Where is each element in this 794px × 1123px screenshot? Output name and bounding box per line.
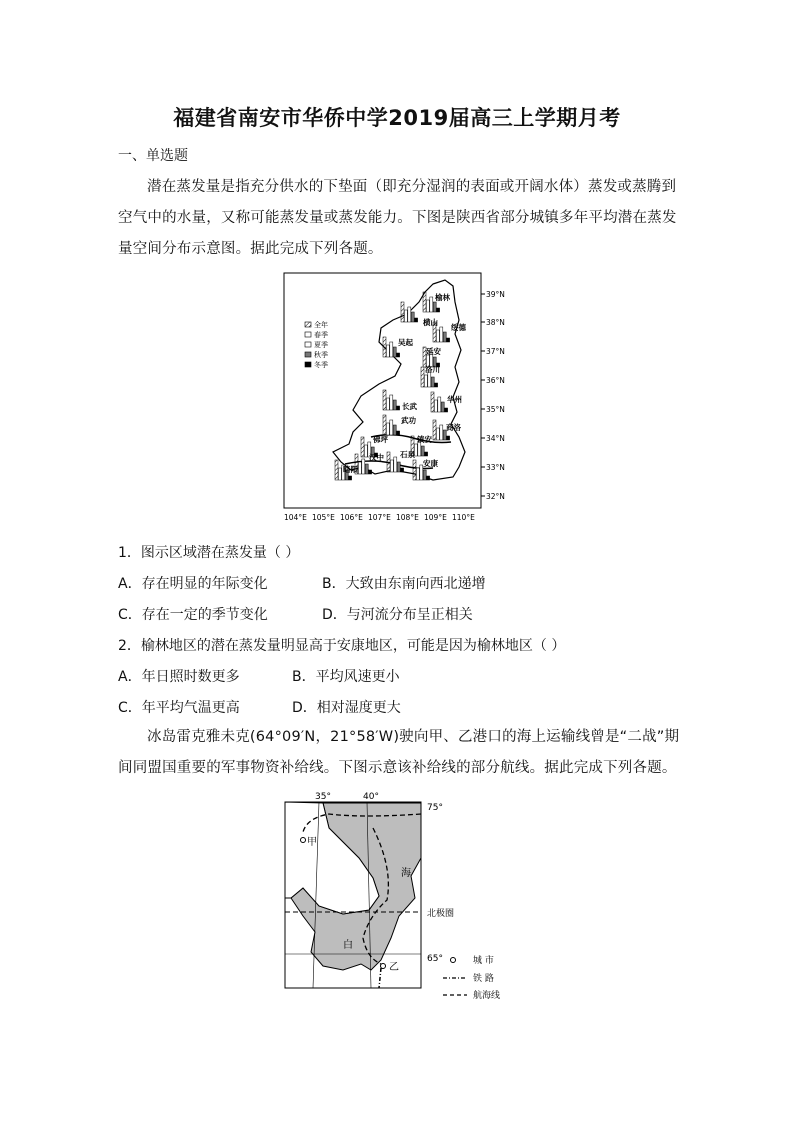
- lat-label: 39°N: [486, 290, 505, 299]
- shaanxi-evaporation-map: [283, 272, 513, 528]
- lon-label: 105°E: [312, 513, 335, 522]
- bar-mark: [421, 446, 424, 456]
- port-label: 乙: [389, 962, 399, 973]
- bar-mark: [431, 392, 434, 412]
- city-label: 横山: [423, 318, 438, 327]
- lat-label: 37°N: [486, 347, 505, 356]
- bar-mark: [430, 297, 433, 312]
- bar-mark: [390, 395, 393, 410]
- bar-mark: [447, 436, 450, 440]
- lon-label: 110°E: [452, 513, 475, 522]
- bar-mark: [423, 292, 426, 312]
- bar-mark: [440, 425, 443, 440]
- bar-mark: [413, 460, 416, 480]
- bar-mark: [383, 337, 386, 357]
- bar-mark: [390, 460, 393, 472]
- bar-mark: [438, 397, 441, 412]
- bar-mark: [437, 308, 440, 312]
- lat-label: 35°N: [486, 405, 505, 414]
- lat-label: 33°N: [486, 463, 505, 472]
- city-label: 安康: [423, 459, 438, 468]
- lat-label: 38°N: [486, 318, 505, 327]
- city-label: 洛川: [425, 365, 440, 374]
- supply-route-map: [283, 788, 523, 1017]
- city-label: 石泉: [400, 450, 415, 459]
- bar-mark: [335, 460, 338, 480]
- city-label: 延安: [426, 347, 441, 356]
- lat-label: 65°: [427, 954, 443, 964]
- svg-text:冬季: 冬季: [314, 361, 328, 369]
- bar-mark: [408, 307, 411, 322]
- bar-mark: [401, 302, 404, 322]
- bar-mark: [445, 408, 448, 412]
- bar-mark: [386, 398, 389, 410]
- question-1-stem: 1．图示区域潜在蒸发量（ ）: [118, 545, 300, 561]
- bar-mark: [443, 332, 446, 342]
- bar-mark: [390, 420, 393, 435]
- lon-label: 108°E: [396, 513, 419, 522]
- bar-mark: [365, 464, 368, 474]
- bar-mark: [338, 468, 341, 480]
- lat-label: 32°N: [486, 492, 505, 501]
- bar-mark: [431, 377, 434, 387]
- bar-mark: [436, 330, 439, 342]
- svg-text:铁 路: 铁 路: [473, 974, 494, 984]
- bar-mark: [433, 302, 436, 312]
- section-heading: 一、单选题: [118, 148, 188, 164]
- city-label: 绥德: [451, 323, 466, 332]
- bar-mark: [435, 383, 438, 387]
- bar-mark: [387, 452, 390, 472]
- bar-mark: [364, 445, 367, 457]
- bar-mark: [393, 425, 396, 435]
- city-marker: [381, 964, 386, 969]
- bar-mark: [386, 423, 389, 435]
- lon-label: 40°: [363, 792, 379, 802]
- q2-option-d[interactable]: D．相对湿度更大: [292, 700, 401, 716]
- lon-label: 106°E: [340, 513, 363, 522]
- bar-mark: [424, 375, 427, 387]
- q2-option-a[interactable]: A．年日照时数更多: [118, 669, 240, 685]
- bar-mark: [427, 476, 430, 480]
- bar-mark: [361, 437, 364, 457]
- city-label: 吴起: [398, 338, 413, 347]
- bar-mark: [401, 468, 404, 472]
- bar-mark: [393, 347, 396, 357]
- map-legend: [443, 954, 500, 1001]
- city-label: 汉中: [369, 453, 384, 462]
- bar-mark: [386, 345, 389, 357]
- bar-mark: [383, 390, 386, 410]
- city-label: 佛坪: [373, 435, 388, 444]
- q1-option-c[interactable]: C．存在一定的季节变化: [118, 607, 268, 623]
- city-label: 榆林: [435, 293, 450, 302]
- q1-option-d[interactable]: D．与河流分布呈正相关: [322, 607, 473, 623]
- bar-mark: [397, 406, 400, 410]
- svg-text:夏季: 夏季: [314, 341, 328, 349]
- bar-mark: [390, 342, 393, 357]
- sea-label: 海: [401, 868, 411, 879]
- bar-mark: [440, 327, 443, 342]
- svg-text:城 市: 城 市: [473, 956, 494, 966]
- bar-mark: [362, 459, 365, 474]
- bar-mark: [397, 431, 400, 435]
- svg-text:秋季: 秋季: [314, 351, 328, 359]
- lon-label: 109°E: [424, 513, 447, 522]
- lat-label: 北极圈: [427, 909, 455, 919]
- svg-text:春季: 春季: [314, 331, 328, 339]
- q1-option-a[interactable]: A．存在明显的年际变化: [118, 576, 268, 592]
- port-label: 甲: [307, 837, 317, 848]
- passage-1: 潜在蒸发量是指充分供水的下垫面（即充分湿润的表面或开阔水体）蒸发或蒸腾到空气中的水量，又称可能蒸发量或蒸发能力。下图是陕西省部分城镇多年平均潜在蒸发量空间分布示意图。据此完成下列各题。: [118, 179, 677, 257]
- bar-mark: [426, 300, 429, 312]
- passage-2: 冰岛雷克雅未克(64°09′N，21°58′W)驶向甲、乙港口的海上运输线曾是“二战”期间同盟国重要的军事物资补给线。下图示意该补给线的部分航线。据此完成下列各题。: [118, 729, 680, 776]
- lon-label: 104°E: [284, 513, 307, 522]
- bar-mark: [349, 476, 352, 480]
- lat-label: 36°N: [486, 376, 505, 385]
- lon-label: 35°: [315, 792, 331, 802]
- city-label: 商洛: [446, 423, 461, 432]
- bar-mark: [425, 452, 428, 456]
- city-label: 略阳: [343, 465, 358, 474]
- page-title: 福建省南安市华侨中学2019届高三上学期月考: [173, 106, 621, 130]
- bar-mark: [421, 367, 424, 387]
- bar-mark: [434, 400, 437, 412]
- bar-mark: [423, 470, 426, 480]
- bar-mark: [436, 428, 439, 440]
- question-2-stem: 2．榆林地区的潜在蒸发量明显高于安康地区，可能是因为榆林地区（ ）: [118, 638, 566, 654]
- city-label: 长武: [402, 402, 417, 411]
- bar-mark: [404, 310, 407, 322]
- bar-mark: [393, 400, 396, 410]
- q2-option-c[interactable]: C．年平均气温更高: [118, 700, 240, 716]
- city-marker: [301, 838, 306, 843]
- bar-mark: [383, 415, 386, 435]
- bar-mark: [428, 372, 431, 387]
- q2-option-b[interactable]: B．平均风速更小: [292, 669, 400, 685]
- bar-mark: [447, 338, 450, 342]
- bar-mark: [433, 420, 436, 440]
- bar-mark: [394, 457, 397, 472]
- lon-label: 107°E: [368, 513, 391, 522]
- bar-mark: [411, 312, 414, 322]
- lat-label: 75°: [427, 803, 443, 813]
- bar-mark: [369, 470, 372, 474]
- bar-mark: [441, 402, 444, 412]
- sea-label: 白: [343, 940, 353, 951]
- city-label: 武功: [401, 416, 416, 425]
- city-label: 镇安: [417, 435, 432, 444]
- lat-label: 34°N: [486, 434, 505, 443]
- svg-text:全年: 全年: [314, 321, 328, 329]
- bar-mark: [358, 462, 361, 474]
- bar-mark: [397, 462, 400, 472]
- bar-mark: [416, 468, 419, 480]
- q1-option-b[interactable]: B．大致由东南向西北递增: [322, 576, 486, 592]
- bar-mark: [415, 318, 418, 322]
- svg-text:航海线: 航海线: [473, 991, 501, 1001]
- bar-mark: [397, 353, 400, 357]
- city-label: 华州: [447, 395, 462, 404]
